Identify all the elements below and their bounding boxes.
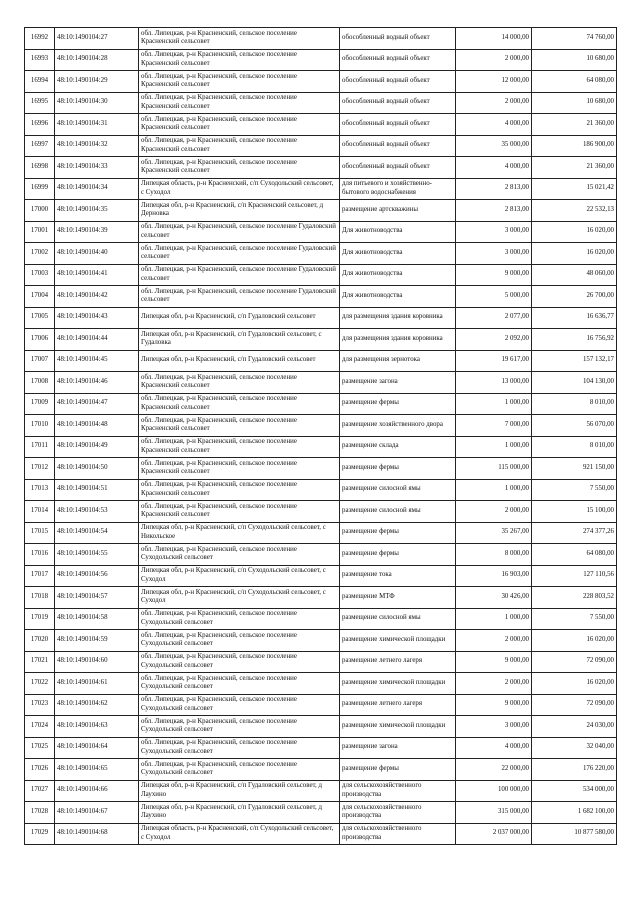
permitted-use-cell: для размещения здания коровника: [340, 307, 456, 329]
permitted-use-cell: обособленный водный объект: [340, 49, 456, 71]
row-number-cell: 17006: [25, 329, 55, 351]
address-cell: обл. Липецкая, р-н Красненский, сельское поселение Красненский сельсовет: [139, 458, 340, 480]
cadastral-number-cell: 48:10:1490104:33: [55, 157, 139, 179]
address-cell: Липецкая обл, р-н Красненский, с/п Суходольский сельсовет, с Никольское: [139, 522, 340, 544]
area-cell: 2 813,00: [456, 178, 532, 200]
area-cell: 8 000,00: [456, 544, 532, 566]
address-cell: обл. Липецкая, р-н Красненский, сельское поселение Суходольский сельсовет: [139, 737, 340, 759]
row-number-cell: 16993: [25, 49, 55, 71]
address-cell: обл. Липецкая, р-н Красненский, сельское поселение Красненский сельсовет: [139, 28, 340, 50]
cadastral-value-cell: 16 020,00: [532, 243, 617, 265]
cadastral-value-cell: 10 877 580,00: [532, 823, 617, 845]
row-number-cell: 17013: [25, 479, 55, 501]
address-cell: Липецкая область, р-н Красненский, с/п Суходольский сельсовет, с Суходол: [139, 823, 340, 845]
address-cell: обл. Липецкая, р-н Красненский, сельское поселение Суходольский сельсовет: [139, 630, 340, 652]
cadastral-value-cell: 15 100,00: [532, 501, 617, 523]
table-row: [25, 458, 617, 480]
address-cell: обл. Липецкая, р-н Красненский, сельское поселение Гудаловский сельсовет: [139, 243, 340, 265]
cadastral-value-cell: 56 070,00: [532, 415, 617, 437]
address-cell: обл. Липецкая, р-н Красненский, сельское поселение Суходольский сельсовет: [139, 673, 340, 695]
permitted-use-cell: обособленный водный объект: [340, 157, 456, 179]
row-number-cell: 17020: [25, 630, 55, 652]
area-cell: 2 077,00: [456, 307, 532, 329]
cadastral-number-cell: 48:10:1490104:29: [55, 71, 139, 93]
address-cell: Липецкая обл, р-н Красненский, с/п Гудаловский сельсовет: [139, 350, 340, 372]
row-number-cell: 17015: [25, 522, 55, 544]
cadastral-value-cell: 127 110,56: [532, 565, 617, 587]
cadastral-number-cell: 48:10:1490104:41: [55, 264, 139, 286]
permitted-use-cell: размещение хозяйственного двора: [340, 415, 456, 437]
permitted-use-cell: для размещения зернотока: [340, 350, 456, 372]
address-cell: обл. Липецкая, р-н Красненский, сельское поселение Суходольский сельсовет: [139, 651, 340, 673]
address-cell: обл. Липецкая, р-н Красненский, сельское поселение Красненский сельсовет: [139, 92, 340, 114]
table-row: [25, 737, 617, 759]
table-row: [25, 92, 617, 114]
area-cell: 22 000,00: [456, 759, 532, 781]
address-cell: Липецкая обл, р-н Красненский, с/п Красненский сельсовет, д Дерновка: [139, 200, 340, 222]
area-cell: 315 000,00: [456, 802, 532, 824]
cadastral-number-cell: 48:10:1490104:55: [55, 544, 139, 566]
table-row: [25, 415, 617, 437]
row-number-cell: 17004: [25, 286, 55, 308]
cadastral-number-cell: 48:10:1490104:57: [55, 587, 139, 609]
cadastral-number-cell: 48:10:1490104:65: [55, 759, 139, 781]
area-cell: 100 000,00: [456, 780, 532, 802]
table-row: [25, 587, 617, 609]
cadastral-value-cell: 16 020,00: [532, 221, 617, 243]
address-cell: обл. Липецкая, р-н Красненский, сельское поселение Суходольский сельсовет: [139, 608, 340, 630]
address-cell: обл. Липецкая, р-н Красненский, сельское поселение Красненский сельсовет: [139, 49, 340, 71]
row-number-cell: 17024: [25, 716, 55, 738]
permitted-use-cell: размещение загона: [340, 372, 456, 394]
cadastral-number-cell: 48:10:1490104:35: [55, 200, 139, 222]
table-row: [25, 780, 617, 802]
address-cell: Липецкая обл, р-н Красненский, с/п Гудаловский сельсовет, д Лаухино: [139, 802, 340, 824]
cadastral-value-cell: 1 682 100,00: [532, 802, 617, 824]
cadastral-number-cell: 48:10:1490104:58: [55, 608, 139, 630]
row-number-cell: 17012: [25, 458, 55, 480]
row-number-cell: 17007: [25, 350, 55, 372]
cadastral-value-cell: 26 700,00: [532, 286, 617, 308]
row-number-cell: 16998: [25, 157, 55, 179]
cadastral-number-cell: 48:10:1490104:43: [55, 307, 139, 329]
row-number-cell: 17014: [25, 501, 55, 523]
cadastral-value-cell: 7 550,00: [532, 479, 617, 501]
table-row: [25, 286, 617, 308]
area-cell: 4 000,00: [456, 157, 532, 179]
area-cell: 19 617,00: [456, 350, 532, 372]
row-number-cell: 17019: [25, 608, 55, 630]
permitted-use-cell: обособленный водный объект: [340, 71, 456, 93]
cadastral-number-cell: 48:10:1490104:46: [55, 372, 139, 394]
cadastral-number-cell: 48:10:1490104:32: [55, 135, 139, 157]
permitted-use-cell: размещение фермы: [340, 458, 456, 480]
permitted-use-cell: размещение МТФ: [340, 587, 456, 609]
cadastral-value-cell: 72 090,00: [532, 694, 617, 716]
address-cell: Липецкая область, р-н Красненский, с/п Суходольский сельсовет, с Суходол: [139, 178, 340, 200]
table-row: [25, 651, 617, 673]
permitted-use-cell: для сельскохозяйственного производства: [340, 802, 456, 824]
address-cell: обл. Липецкая, р-н Красненский, сельское поселение Красненский сельсовет: [139, 415, 340, 437]
permitted-use-cell: для питьевого и хозяйственно-бытового водоснабжения: [340, 178, 456, 200]
row-number-cell: 17028: [25, 802, 55, 824]
cadastral-value-cell: 64 080,00: [532, 71, 617, 93]
cadastral-number-cell: 48:10:1490104:49: [55, 436, 139, 458]
area-cell: 9 000,00: [456, 694, 532, 716]
area-cell: 35 267,00: [456, 522, 532, 544]
area-cell: 2 000,00: [456, 501, 532, 523]
cadastral-value-cell: 7 550,00: [532, 608, 617, 630]
area-cell: 2 037 000,00: [456, 823, 532, 845]
cadastral-value-cell: 24 030,00: [532, 716, 617, 738]
permitted-use-cell: размещение фермы: [340, 522, 456, 544]
table-row: [25, 49, 617, 71]
cadastral-value-cell: 16 636,77: [532, 307, 617, 329]
address-cell: обл. Липецкая, р-н Красненский, сельское поселение Суходольский сельсовет: [139, 694, 340, 716]
cadastral-number-cell: 48:10:1490104:48: [55, 415, 139, 437]
cadastral-number-cell: 48:10:1490104:34: [55, 178, 139, 200]
area-cell: 3 000,00: [456, 716, 532, 738]
permitted-use-cell: обособленный водный объект: [340, 135, 456, 157]
table-row: [25, 436, 617, 458]
row-number-cell: 17001: [25, 221, 55, 243]
table-row: [25, 243, 617, 265]
row-number-cell: 16996: [25, 114, 55, 136]
table-row: [25, 393, 617, 415]
address-cell: обл. Липецкая, р-н Красненский, сельское поселение Красненский сельсовет: [139, 135, 340, 157]
address-cell: обл. Липецкая, р-н Красненский, сельское поселение Красненский сельсовет: [139, 501, 340, 523]
area-cell: 30 426,00: [456, 587, 532, 609]
cadastral-value-cell: 157 132,17: [532, 350, 617, 372]
cadastral-value-cell: 16 020,00: [532, 630, 617, 652]
permitted-use-cell: Для животноводства: [340, 286, 456, 308]
cadastral-value-cell: 16 020,00: [532, 673, 617, 695]
row-number-cell: 17026: [25, 759, 55, 781]
permitted-use-cell: обособленный водный объект: [340, 114, 456, 136]
cadastral-number-cell: 48:10:1490104:50: [55, 458, 139, 480]
permitted-use-cell: обособленный водный объект: [340, 92, 456, 114]
cadastral-value-cell: 15 021,42: [532, 178, 617, 200]
row-number-cell: 17018: [25, 587, 55, 609]
table-row: [25, 694, 617, 716]
address-cell: Липецкая обл, р-н Красненский, с/п Суходольский сельсовет, с Суходол: [139, 587, 340, 609]
permitted-use-cell: размещение химической площадки: [340, 716, 456, 738]
table-row: [25, 630, 617, 652]
row-number-cell: 16999: [25, 178, 55, 200]
table-row: [25, 608, 617, 630]
cadastral-value-cell: 72 090,00: [532, 651, 617, 673]
address-cell: обл. Липецкая, р-н Красненский, сельское поселение Красненский сельсовет: [139, 157, 340, 179]
address-cell: обл. Липецкая, р-н Красненский, сельское поселение Гудаловский сельсовет: [139, 264, 340, 286]
table-row: [25, 802, 617, 824]
permitted-use-cell: для сельскохозяйственного производства: [340, 780, 456, 802]
table-row: [25, 264, 617, 286]
permitted-use-cell: размещение силосной ямы: [340, 501, 456, 523]
row-number-cell: 17025: [25, 737, 55, 759]
cadastral-number-cell: 48:10:1490104:53: [55, 501, 139, 523]
cadastral-number-cell: 48:10:1490104:59: [55, 630, 139, 652]
row-number-cell: 17003: [25, 264, 55, 286]
area-cell: 16 903,00: [456, 565, 532, 587]
area-cell: 12 000,00: [456, 71, 532, 93]
permitted-use-cell: для размещения здания коровника: [340, 329, 456, 351]
address-cell: Липецкая обл, р-н Красненский, с/п Гудаловский сельсовет, д Лаухино: [139, 780, 340, 802]
table-row: [25, 501, 617, 523]
row-number-cell: 17002: [25, 243, 55, 265]
area-cell: 9 000,00: [456, 264, 532, 286]
cadastral-number-cell: 48:10:1490104:60: [55, 651, 139, 673]
cadastral-value-cell: 32 040,00: [532, 737, 617, 759]
row-number-cell: 17021: [25, 651, 55, 673]
permitted-use-cell: размещение артскважины: [340, 200, 456, 222]
cadastral-value-cell: 64 080,00: [532, 544, 617, 566]
address-cell: обл. Липецкая, р-н Красненский, сельское поселение Красненский сельсовет: [139, 372, 340, 394]
cadastral-value-cell: 10 680,00: [532, 92, 617, 114]
address-cell: обл. Липецкая, р-н Красненский, сельское поселение Суходольский сельсовет: [139, 716, 340, 738]
table-row: [25, 200, 617, 222]
area-cell: 5 000,00: [456, 286, 532, 308]
cadastral-value-cell: 10 680,00: [532, 49, 617, 71]
area-cell: 35 000,00: [456, 135, 532, 157]
row-number-cell: 17023: [25, 694, 55, 716]
cadastral-number-cell: 48:10:1490104:28: [55, 49, 139, 71]
address-cell: обл. Липецкая, р-н Красненский, сельское поселение Красненский сельсовет: [139, 393, 340, 415]
area-cell: 2 000,00: [456, 673, 532, 695]
address-cell: обл. Липецкая, р-н Красненский, сельское поселение Суходольский сельсовет: [139, 544, 340, 566]
address-cell: Липецкая обл, р-н Красненский, с/п Гудаловский сельсовет: [139, 307, 340, 329]
cadastral-number-cell: 48:10:1490104:67: [55, 802, 139, 824]
area-cell: 2 000,00: [456, 49, 532, 71]
permitted-use-cell: размещение фермы: [340, 393, 456, 415]
cadastral-number-cell: 48:10:1490104:63: [55, 716, 139, 738]
cadastral-value-cell: 16 756,92: [532, 329, 617, 351]
permitted-use-cell: размещение склада: [340, 436, 456, 458]
area-cell: 4 000,00: [456, 737, 532, 759]
table-row: [25, 479, 617, 501]
table-body: [25, 28, 617, 845]
table-row: [25, 522, 617, 544]
row-number-cell: 17005: [25, 307, 55, 329]
cadastral-number-cell: 48:10:1490104:68: [55, 823, 139, 845]
address-cell: обл. Липецкая, р-н Красненский, сельское поселение Красненский сельсовет: [139, 436, 340, 458]
table-row: [25, 823, 617, 845]
row-number-cell: 16995: [25, 92, 55, 114]
permitted-use-cell: для сельскохозяйственного производства: [340, 823, 456, 845]
permitted-use-cell: размещение фермы: [340, 544, 456, 566]
cadastral-value-cell: 48 060,00: [532, 264, 617, 286]
table-row: [25, 114, 617, 136]
address-cell: обл. Липецкая, р-н Красненский, сельское поселение Красненский сельсовет: [139, 114, 340, 136]
permitted-use-cell: размещение летнего лагеря: [340, 694, 456, 716]
cadastral-value-cell: 534 000,00: [532, 780, 617, 802]
table-row: [25, 759, 617, 781]
table-row: [25, 135, 617, 157]
cadastral-number-cell: 48:10:1490104:40: [55, 243, 139, 265]
cadastral-number-cell: 48:10:1490104:45: [55, 350, 139, 372]
address-cell: обл. Липецкая, р-н Красненский, сельское поселение Гудаловский сельсовет: [139, 286, 340, 308]
table-row: [25, 329, 617, 351]
row-number-cell: 17029: [25, 823, 55, 845]
area-cell: 13 000,00: [456, 372, 532, 394]
table-row: [25, 565, 617, 587]
cadastral-number-cell: 48:10:1490104:44: [55, 329, 139, 351]
permitted-use-cell: размещение летнего лагеря: [340, 651, 456, 673]
table-row: [25, 307, 617, 329]
area-cell: 7 000,00: [456, 415, 532, 437]
table-row: [25, 71, 617, 93]
permitted-use-cell: размещение загона: [340, 737, 456, 759]
table-row: [25, 221, 617, 243]
address-cell: Липецкая обл, р-н Красненский, с/п Гудаловский сельсовет, с Гудаловка: [139, 329, 340, 351]
table-row: [25, 178, 617, 200]
row-number-cell: 16997: [25, 135, 55, 157]
row-number-cell: 16994: [25, 71, 55, 93]
address-cell: обл. Липецкая, р-н Красненский, сельское поселение Красненский сельсовет: [139, 479, 340, 501]
address-cell: Липецкая обл, р-н Красненский, с/п Суходольский сельсовет, с Суходол: [139, 565, 340, 587]
area-cell: 2 813,00: [456, 200, 532, 222]
cadastral-number-cell: 48:10:1490104:47: [55, 393, 139, 415]
row-number-cell: 17027: [25, 780, 55, 802]
area-cell: 3 000,00: [456, 221, 532, 243]
cadastral-value-cell: 21 360,00: [532, 114, 617, 136]
cadastral-number-cell: 48:10:1490104:30: [55, 92, 139, 114]
row-number-cell: 17010: [25, 415, 55, 437]
permitted-use-cell: размещение химической площадки: [340, 630, 456, 652]
cadastral-value-cell: 228 803,52: [532, 587, 617, 609]
row-number-cell: 17000: [25, 200, 55, 222]
cadastral-number-cell: 48:10:1490104:56: [55, 565, 139, 587]
permitted-use-cell: Для животноводства: [340, 264, 456, 286]
cadastral-number-cell: 48:10:1490104:54: [55, 522, 139, 544]
cadastral-value-cell: 104 130,00: [532, 372, 617, 394]
permitted-use-cell: обособленный водный объект: [340, 28, 456, 50]
permitted-use-cell: Для животноводства: [340, 243, 456, 265]
cadastral-value-cell: 8 010,00: [532, 393, 617, 415]
table-row: [25, 372, 617, 394]
cadastral-number-cell: 48:10:1490104:61: [55, 673, 139, 695]
area-cell: 1 000,00: [456, 436, 532, 458]
cadastral-value-cell: 74 760,00: [532, 28, 617, 50]
area-cell: 1 000,00: [456, 393, 532, 415]
permitted-use-cell: размещение силосной ямы: [340, 479, 456, 501]
cadastral-number-cell: 48:10:1490104:39: [55, 221, 139, 243]
area-cell: 115 000,00: [456, 458, 532, 480]
cadastral-value-cell: 186 900,00: [532, 135, 617, 157]
address-cell: обл. Липецкая, р-н Красненский, сельское поселение Красненский сельсовет: [139, 71, 340, 93]
cadastral-number-cell: 48:10:1490104:27: [55, 28, 139, 50]
cadastral-value-cell: 22 532,13: [532, 200, 617, 222]
table-row: [25, 716, 617, 738]
area-cell: 3 000,00: [456, 243, 532, 265]
cadastral-number-cell: 48:10:1490104:66: [55, 780, 139, 802]
cadastral-number-cell: 48:10:1490104:51: [55, 479, 139, 501]
cadastral-value-cell: 21 360,00: [532, 157, 617, 179]
row-number-cell: 17016: [25, 544, 55, 566]
cadastral-number-cell: 48:10:1490104:31: [55, 114, 139, 136]
permitted-use-cell: размещение химической площадки: [340, 673, 456, 695]
area-cell: 4 000,00: [456, 114, 532, 136]
address-cell: обл. Липецкая, р-н Красненский, сельское поселение Суходольский сельсовет: [139, 759, 340, 781]
row-number-cell: 17017: [25, 565, 55, 587]
table-row: [25, 28, 617, 50]
area-cell: 9 000,00: [456, 651, 532, 673]
row-number-cell: 17009: [25, 393, 55, 415]
row-number-cell: 17011: [25, 436, 55, 458]
address-cell: обл. Липецкая, р-н Красненский, сельское поселение Гудаловский сельсовет: [139, 221, 340, 243]
permitted-use-cell: размещение силосной ямы: [340, 608, 456, 630]
permitted-use-cell: Для животноводства: [340, 221, 456, 243]
area-cell: 1 000,00: [456, 479, 532, 501]
area-cell: 2 000,00: [456, 630, 532, 652]
table-row: [25, 673, 617, 695]
permitted-use-cell: размещение тока: [340, 565, 456, 587]
cadastral-value-cell: 176 220,00: [532, 759, 617, 781]
land-parcels-table: [24, 27, 617, 845]
cadastral-value-cell: 921 150,00: [532, 458, 617, 480]
table-row: [25, 157, 617, 179]
area-cell: 14 000,00: [456, 28, 532, 50]
area-cell: 2 000,00: [456, 92, 532, 114]
permitted-use-cell: размещение фермы: [340, 759, 456, 781]
cadastral-number-cell: 48:10:1490104:64: [55, 737, 139, 759]
area-cell: 2 092,00: [456, 329, 532, 351]
cadastral-number-cell: 48:10:1490104:42: [55, 286, 139, 308]
table-row: [25, 544, 617, 566]
table-row: [25, 350, 617, 372]
row-number-cell: 17022: [25, 673, 55, 695]
cadastral-value-cell: 274 377,26: [532, 522, 617, 544]
row-number-cell: 16992: [25, 28, 55, 50]
row-number-cell: 17008: [25, 372, 55, 394]
cadastral-value-cell: 8 010,00: [532, 436, 617, 458]
area-cell: 1 000,00: [456, 608, 532, 630]
cadastral-number-cell: 48:10:1490104:62: [55, 694, 139, 716]
